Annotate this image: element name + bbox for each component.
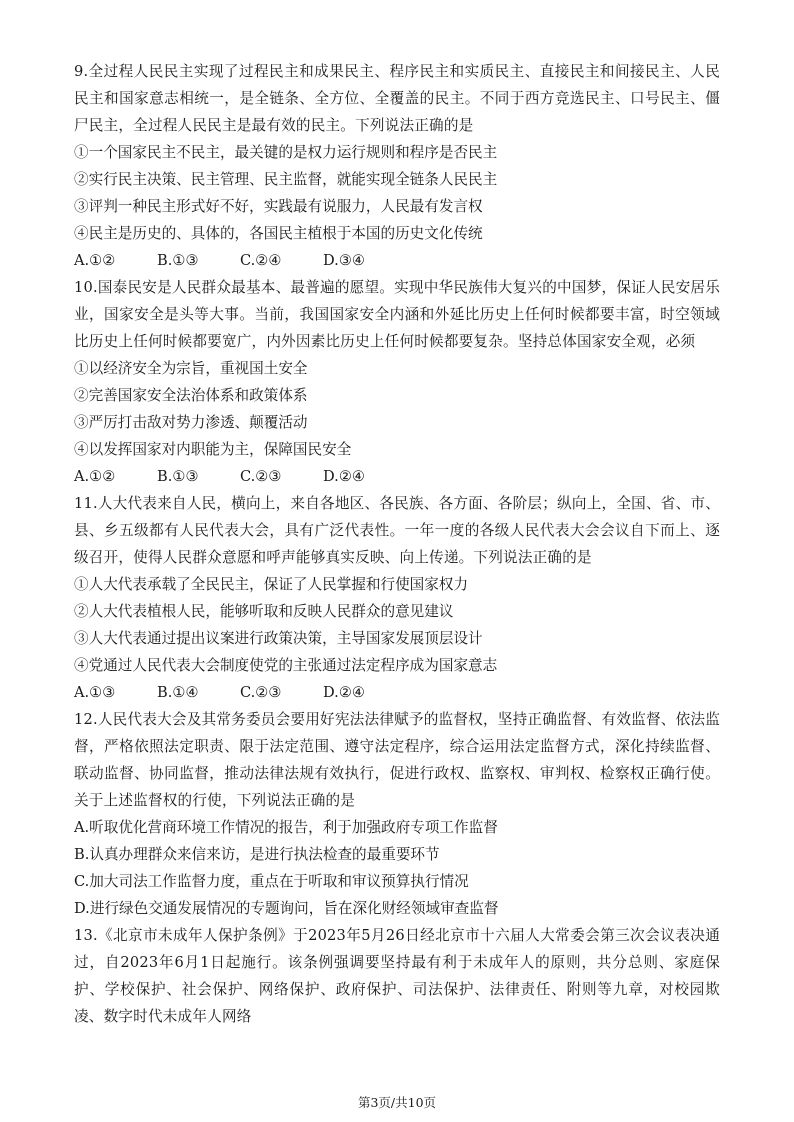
question-stem: 13.《北京市未成年人保护条例》于2023年5月26日经北京市十六届人大常委会第三次会议表决通过，自2023年6月1日起施行。该条例强调要坚持最有利于未成年人的原则，共分总则、家庭保护、学校保护、社会保护、网络保护、政府保护、司法保护、法律责任、附则等九章，对校园欺凌、数字时代未成年人网络 (74, 927, 720, 1025)
statement-3: ③评判一种民主形式好不好，实践最有说服力，人民最有发言权 (74, 198, 483, 215)
question-9 (74, 58, 720, 274)
statement-4: ④民主是历史的、具体的，各国民主植根于本国的历史文化传统 (74, 225, 483, 242)
choice-c: C.②③ (240, 468, 282, 485)
choice-row (74, 679, 720, 706)
option-b: B.认真办理群众来信来访，是进行执法检查的最重要环节 (74, 846, 440, 863)
choice-a: A.①③ (74, 684, 116, 701)
statement-2: ②实行民主决策、民主管理、民主监督，就能实现全链条人民民主 (74, 171, 498, 188)
statement-1: ①以经济安全为宗旨，重视国土安全 (74, 360, 308, 377)
statement-4: ④以发挥国家对内职能为主，保障国民安全 (74, 441, 352, 458)
choice-c: C.②④ (240, 252, 282, 269)
option-d: D.进行绿色交通发展情况的专题询问，旨在深化财经领域审查监督 (74, 900, 499, 917)
question-stem: 12.人民代表大会及其常务委员会要用好宪法法律赋予的监督权，坚持正确监督、有效监督、依法监督，严格依照法定职责、限于法定范围、遵守法定程序，综合运用法定监督方式，深化持续监督、联动监督、协同监督，推动法律法规有效执行，促进行政权、监察权、审判权、检察权正确行使。关于上述监督权的行使，下列说法正确的是 (74, 711, 720, 809)
choice-b: B.①④ (157, 684, 199, 701)
statement-1: ①人大代表承载了全民民主，保证了人民掌握和行使国家权力 (74, 576, 469, 593)
choice-d: D.②④ (323, 468, 365, 485)
question-12 (74, 706, 720, 922)
statement-3: ③严厉打击敌对势力渗透、颠覆活动 (74, 414, 308, 431)
choice-b: B.①③ (157, 252, 199, 269)
choice-d: D.②④ (323, 684, 365, 701)
choice-row (74, 247, 720, 274)
option-a: A.听取优化营商环境工作情况的报告，利于加强政府专项工作监督 (74, 819, 498, 836)
choice-a: A.①② (74, 468, 116, 485)
choice-a: A.①② (74, 252, 116, 269)
choice-d: D.③④ (323, 252, 365, 269)
question-stem: 9.全过程人民民主实现了过程民主和成果民主、程序民主和实质民主、直接民主和间接民主、人民民主和国家意志相统一，是全链条、全方位、全覆盖的民主。不同于西方竞选民主、口号民主、僵尸民主，全过程人民民主是最有效的民主。下列说法正确的是 (74, 63, 720, 134)
statement-2: ②完善国家安全法治体系和政策体系 (74, 387, 308, 404)
page-number: 第3页/共10页 (357, 1095, 437, 1110)
option-c: C.加大司法工作监督力度，重点在于听取和审议预算执行情况 (74, 873, 469, 890)
choice-c: C.②③ (240, 684, 282, 701)
question-11 (74, 490, 720, 706)
statement-1: ①一个国家民主不民主，最关键的是权力运行规则和程序是否民主 (74, 144, 498, 161)
question-stem: 11.人大代表来自人民，横向上，来自各地区、各民族、各方面、各阶层；纵向上，全国、省、市、县、乡五级都有人民代表大会，具有广泛代表性。一年一度的各级人民代表大会会议自下而上、逐级召开，使得人民群众意愿和呼声能够真实反映、向上传递。下列说法正确的是 (74, 495, 720, 566)
question-13 (74, 922, 720, 1030)
statement-3: ③人大代表通过提出议案进行政策决策，主导国家发展顶层设计 (74, 630, 483, 647)
question-stem: 10.国泰民安是人民群众最基本、最普遍的愿望。实现中华民族伟大复兴的中国梦，保证人民安居乐业，国家安全是头等大事。当前，我国国家安全内涵和外延比历史上任何时候都要丰富，时空领域比历史上任何时候都要宽广，内外因素比历史上任何时候都要复杂。坚持总体国家安全观，必须 (74, 279, 720, 350)
choice-row (74, 463, 720, 490)
statement-2: ②人大代表植根人民，能够听取和反映人民群众的意见建议 (74, 603, 454, 620)
statement-4: ④党通过人民代表大会制度使党的主张通过法定程序成为国家意志 (74, 657, 498, 674)
choice-b: B.①③ (157, 468, 199, 485)
exam-page (74, 58, 720, 1030)
question-10 (74, 274, 720, 490)
